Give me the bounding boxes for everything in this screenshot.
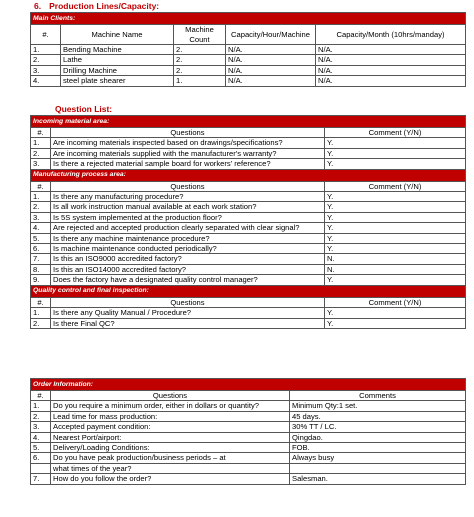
production-heading xyxy=(34,1,159,11)
table-cell: N. xyxy=(325,254,466,264)
section-label: Manufacturing process area: xyxy=(31,169,466,181)
column-header: Comment (Y/N) xyxy=(325,297,466,307)
row-number: 1. xyxy=(31,138,51,148)
table-row xyxy=(31,318,466,328)
question-list-heading: Question List: xyxy=(55,104,113,114)
production-table xyxy=(30,12,466,87)
section-label: Main Clients: xyxy=(31,13,466,25)
table-cell: Minimum Qty:1 set. xyxy=(290,401,466,411)
table-cell: Is all work instruction manual available at each work station? xyxy=(51,202,325,212)
row-number: 7. xyxy=(31,254,51,264)
table-cell: Nearest Port/airport: xyxy=(51,432,290,442)
table-row xyxy=(31,212,466,222)
row-number: 2. xyxy=(31,148,51,158)
row-number: 6. xyxy=(31,453,51,463)
column-header: #. xyxy=(31,181,51,191)
table-cell: Is there any Quality Manual / Procedure? xyxy=(51,308,325,318)
table-cell: Are incoming materials inspected based on drawings/specifications? xyxy=(51,138,325,148)
section-header-row xyxy=(31,169,466,181)
section-header-row xyxy=(31,116,466,128)
table-row xyxy=(31,202,466,212)
row-number: 3. xyxy=(31,212,51,222)
column-header: Questions xyxy=(51,391,290,401)
table-row xyxy=(31,463,466,473)
table-cell: 2. xyxy=(174,45,226,55)
table-row xyxy=(31,244,466,254)
table-cell: Y. xyxy=(325,223,466,233)
table-cell: Are incoming materials supplied with the manufacturer's warranty? xyxy=(51,148,325,158)
table-cell: N/A. xyxy=(316,55,466,65)
section-title: Production Lines/Capacity: xyxy=(49,1,160,11)
table-cell: Lathe xyxy=(61,55,174,65)
column-header: Questions xyxy=(51,297,325,307)
row-number: 4. xyxy=(31,76,61,86)
row-number: 1. xyxy=(31,401,51,411)
table-row xyxy=(31,453,466,463)
table-cell: Are rejected and accepted production clearly separated with clear signal? xyxy=(51,223,325,233)
table-cell: Is there a rejected material sample board for workers' reference? xyxy=(51,159,325,169)
column-header: Machine Name xyxy=(61,25,174,45)
row-number: 6. xyxy=(31,244,51,254)
question-table xyxy=(30,115,466,329)
table-cell: Is there any manufacturing procedure? xyxy=(51,192,325,202)
row-number: 1. xyxy=(31,308,51,318)
section-header-row xyxy=(31,13,466,25)
table-cell: Y. xyxy=(325,275,466,285)
row-number: 4. xyxy=(31,432,51,442)
order-table xyxy=(30,378,466,485)
row-number: 5. xyxy=(31,443,51,453)
table-cell: N/A. xyxy=(316,45,466,55)
column-header: Comments xyxy=(290,391,466,401)
table-row xyxy=(31,254,466,264)
column-header-row xyxy=(31,181,466,191)
table-cell: what times of the year? xyxy=(51,463,290,473)
table-cell: Is machine maintenance conducted periodically? xyxy=(51,244,325,254)
column-header: #. xyxy=(31,128,51,138)
table-cell: N/A. xyxy=(316,65,466,75)
table-cell: Y. xyxy=(325,202,466,212)
table-cell: Accepted payment condition: xyxy=(51,422,290,432)
section-number: 6. xyxy=(34,1,42,11)
row-number: 2. xyxy=(31,411,51,421)
table-row xyxy=(31,76,466,86)
table-row xyxy=(31,148,466,158)
table-cell: N/A. xyxy=(226,45,316,55)
table-cell: Y. xyxy=(325,159,466,169)
table-cell: Delivery/Loading Conditions: xyxy=(51,443,290,453)
column-header-row xyxy=(31,128,466,138)
table-row xyxy=(31,474,466,484)
table-row xyxy=(31,55,466,65)
table-row xyxy=(31,138,466,148)
column-header-row xyxy=(31,297,466,307)
table-cell: Do you require a minimum order, either in dollars or quantity? xyxy=(51,401,290,411)
column-header-row xyxy=(31,391,466,401)
table-row xyxy=(31,422,466,432)
table-cell: Salesman. xyxy=(290,474,466,484)
table-cell: Is 5S system implemented at the production floor? xyxy=(51,212,325,222)
table-row xyxy=(31,233,466,243)
table-cell: N/A. xyxy=(316,76,466,86)
row-number: 3. xyxy=(31,422,51,432)
table-cell: Do you have peak production/business periods – at xyxy=(51,453,290,463)
table-row xyxy=(31,443,466,453)
column-header: #. xyxy=(31,391,51,401)
table-cell: Y. xyxy=(325,244,466,254)
column-header: #. xyxy=(31,25,61,45)
table-cell: N/A. xyxy=(226,55,316,65)
section-label: Order Information: xyxy=(31,379,466,391)
row-number xyxy=(31,463,51,473)
table-row xyxy=(31,411,466,421)
table-cell: Qingdao. xyxy=(290,432,466,442)
table-cell: Y. xyxy=(325,148,466,158)
table-cell: 1. xyxy=(174,76,226,86)
table-row xyxy=(31,45,466,55)
row-number: 9. xyxy=(31,275,51,285)
table-row xyxy=(31,308,466,318)
column-header: #. xyxy=(31,297,51,307)
table-cell: Y. xyxy=(325,308,466,318)
table-row xyxy=(31,432,466,442)
table-cell: steel plate shearer xyxy=(61,76,174,86)
table-cell: Is this an ISO14000 accredited factory? xyxy=(51,264,325,274)
table-row xyxy=(31,223,466,233)
row-number: 7. xyxy=(31,474,51,484)
row-number: 1. xyxy=(31,45,61,55)
table-row xyxy=(31,275,466,285)
table-cell: N/A. xyxy=(226,76,316,86)
column-header-row xyxy=(31,25,466,45)
table-cell xyxy=(290,463,466,473)
table-cell: Is there Final QC? xyxy=(51,318,325,328)
table-cell: 2. xyxy=(174,65,226,75)
table-cell: N. xyxy=(325,264,466,274)
table-cell: Does the factory have a designated quality control manager? xyxy=(51,275,325,285)
table-cell: Lead time for mass production: xyxy=(51,411,290,421)
table-cell: N/A. xyxy=(226,65,316,75)
table-cell: Y. xyxy=(325,233,466,243)
table-cell: 45 days. xyxy=(290,411,466,421)
section-header-row xyxy=(31,379,466,391)
table-cell: Y. xyxy=(325,138,466,148)
table-cell: Is there any machine maintenance procedure? xyxy=(51,233,325,243)
section-label: Incoming material area: xyxy=(31,116,466,128)
table-cell: How do you follow the order? xyxy=(51,474,290,484)
row-number: 3. xyxy=(31,65,61,75)
table-cell: Drilling Machine xyxy=(61,65,174,75)
table-cell: FOB. xyxy=(290,443,466,453)
column-header: Capacity/Month (10hrs/manday) xyxy=(316,25,466,45)
table-cell: Y. xyxy=(325,212,466,222)
table-cell: Bending Machine xyxy=(61,45,174,55)
table-row xyxy=(31,192,466,202)
column-header: Machine Count xyxy=(174,25,226,45)
table-cell: 30% TT / LC. xyxy=(290,422,466,432)
table-row xyxy=(31,65,466,75)
table-cell: Y. xyxy=(325,318,466,328)
row-number: 3. xyxy=(31,159,51,169)
table-row xyxy=(31,264,466,274)
table-row xyxy=(31,401,466,411)
row-number: 2. xyxy=(31,318,51,328)
column-header: Questions xyxy=(51,181,325,191)
table-cell: 2. xyxy=(174,55,226,65)
column-header: Comment (Y/N) xyxy=(325,128,466,138)
row-number: 1. xyxy=(31,192,51,202)
row-number: 5. xyxy=(31,233,51,243)
table-cell: Always busy xyxy=(290,453,466,463)
section-label: Quality control and final inspection: xyxy=(31,285,466,297)
row-number: 2. xyxy=(31,55,61,65)
column-header: Capacity/Hour/Machine xyxy=(226,25,316,45)
row-number: 8. xyxy=(31,264,51,274)
section-header-row xyxy=(31,285,466,297)
column-header: Comment (Y/N) xyxy=(325,181,466,191)
row-number: 4. xyxy=(31,223,51,233)
table-cell: Is this an ISO9000 accredited factory? xyxy=(51,254,325,264)
table-row xyxy=(31,159,466,169)
table-cell: Y. xyxy=(325,192,466,202)
column-header: Questions xyxy=(51,128,325,138)
row-number: 2. xyxy=(31,202,51,212)
